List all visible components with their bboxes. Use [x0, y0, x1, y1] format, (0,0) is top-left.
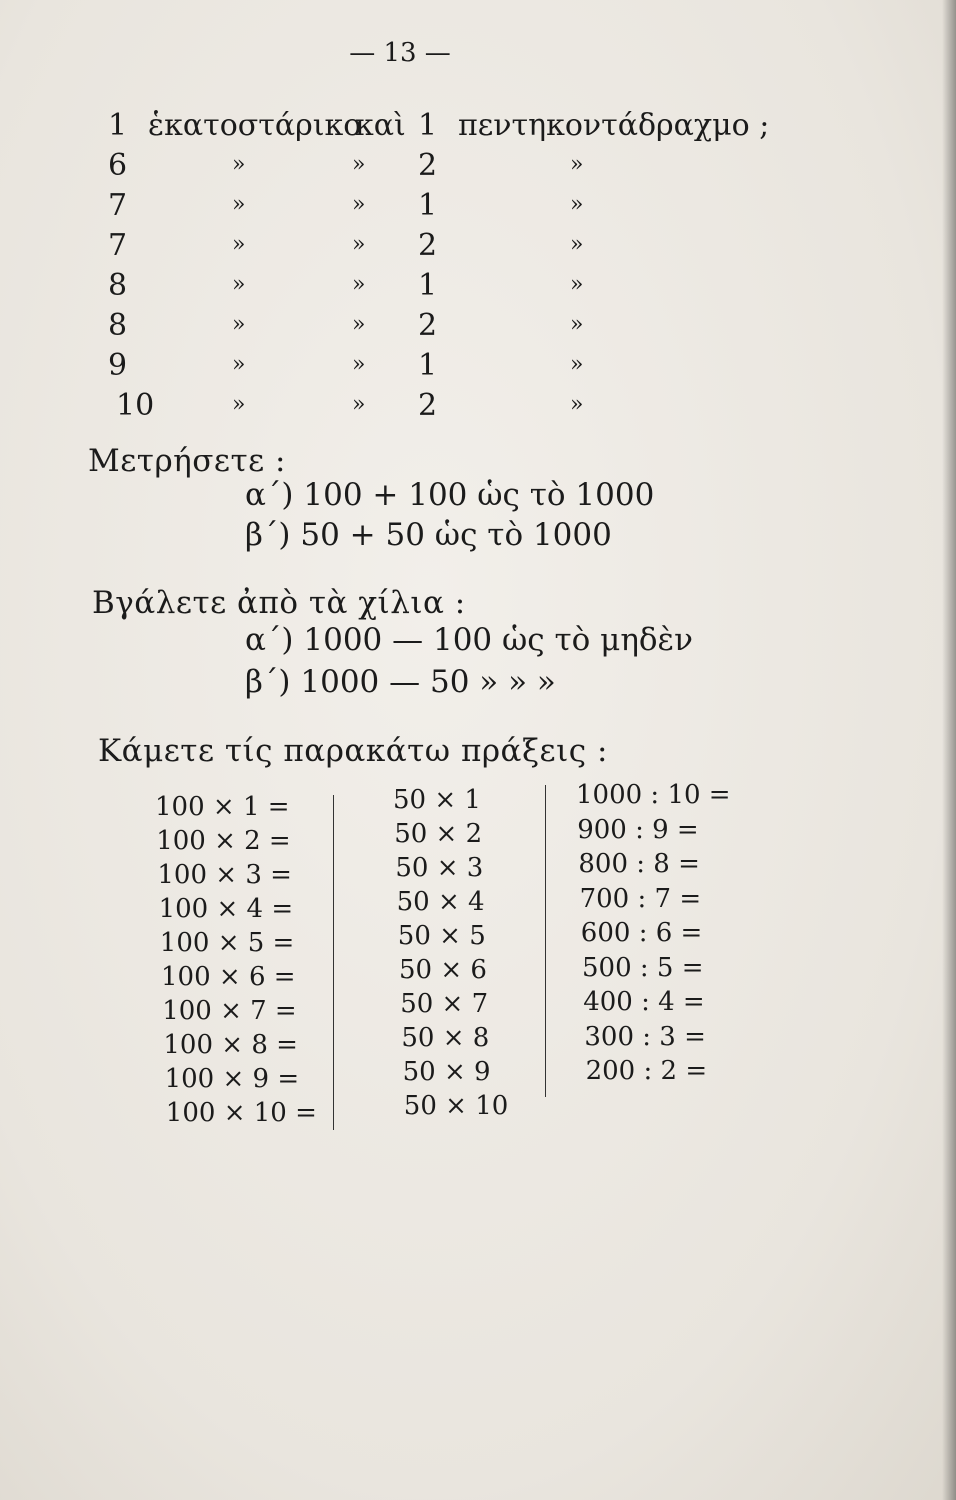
ditto-mark: » [570, 272, 584, 297]
ditto-mark: » [570, 152, 584, 177]
subtract-heading: Βγάλετε ἀπὸ τὰ χίλια : [92, 585, 466, 621]
intro-count: 2 [418, 308, 438, 343]
ditto-mark: » [232, 392, 246, 417]
division-item: 600 : 6 = [580, 918, 703, 948]
multiply-100-item: 100 × 2 = [156, 826, 291, 856]
count-heading: Μετρήσετε : [88, 443, 286, 479]
intro-count: 1 [418, 348, 438, 383]
intro-word-hundred-note: ἑκατοστάρικο [148, 108, 362, 143]
page-number: — 13 — [349, 38, 451, 68]
multiply-50-item: 50 × 8 [401, 1023, 490, 1053]
intro-count: 1 [418, 188, 438, 223]
multiply-100-item: 100 × 4 = [158, 894, 294, 924]
ditto-mark: » [352, 192, 366, 217]
multiply-50-item: 50 × 1 [393, 785, 481, 815]
division-item: 500 : 5 = [582, 952, 704, 983]
multiply-100-item: 100 × 9 = [164, 1064, 300, 1094]
ditto-mark: » [232, 232, 246, 257]
multiply-50-item: 50 × 4 [396, 887, 485, 917]
intro-number: 8 [108, 268, 128, 303]
intro-number: 6 [108, 148, 128, 183]
multiply-50-item: 50 × 7 [400, 989, 489, 1019]
intro-number: 9 [108, 348, 128, 383]
column-divider-2 [545, 785, 546, 1097]
ditto-mark: » [570, 312, 584, 337]
intro-count: 1 [418, 268, 438, 303]
intro-word-fifty-note: πεντηκοντάδραχμο ; [458, 108, 770, 143]
division-item: 200 : 2 = [585, 1056, 708, 1086]
ditto-mark: » [232, 192, 246, 217]
intro-count: 2 [418, 148, 438, 183]
multiply-50-item: 50 × 9 [402, 1057, 491, 1087]
multiply-100-item: 100 × 7 = [162, 996, 297, 1026]
intro-number: 8 [108, 308, 128, 343]
multiply-100-item: 100 × 10 = [165, 1098, 317, 1128]
ditto-mark: » [232, 272, 246, 297]
ditto-mark: » [352, 272, 366, 297]
subtract-item-b: β΄) 1000 — 50 » » » [245, 664, 556, 700]
column-divider-1 [333, 795, 334, 1130]
multiply-100-item: 100 × 3 = [157, 860, 292, 890]
intro-number: 1 [108, 108, 128, 143]
ditto-mark: » [352, 152, 366, 177]
ditto-mark: » [570, 392, 584, 417]
division-item: 300 : 3 = [584, 1021, 706, 1052]
ditto-mark: » [570, 232, 584, 257]
ditto-mark: » [570, 352, 584, 377]
multiply-100-item: 100 × 5 = [159, 928, 295, 958]
intro-count: 1 [418, 108, 438, 143]
ditto-mark: » [232, 152, 246, 177]
division-item: 1000 : 10 = [576, 780, 731, 810]
operations-heading: Κάμετε τίς παρακάτω πράξεις : [98, 733, 608, 769]
multiply-50-item: 50 × 2 [394, 819, 483, 849]
multiply-100-item: 100 × 6 = [161, 962, 296, 992]
ditto-mark: » [352, 312, 366, 337]
multiply-50-item: 50 × 6 [399, 955, 487, 985]
division-item: 800 : 8 = [578, 849, 700, 879]
intro-number: 7 [108, 188, 128, 223]
division-item: 400 : 4 = [583, 987, 705, 1017]
ditto-mark: » [352, 392, 366, 417]
multiply-100-item: 100 × 8 = [163, 1030, 298, 1060]
division-item: 900 : 9 = [577, 814, 699, 845]
intro-number: 10 [116, 388, 155, 423]
intro-number: 7 [108, 228, 128, 263]
ditto-mark: » [232, 352, 246, 377]
ditto-mark: » [232, 312, 246, 337]
ditto-mark: » [352, 352, 366, 377]
multiply-50-item: 50 × 10 [403, 1091, 509, 1121]
intro-word-and: καὶ [355, 108, 406, 143]
ditto-mark: » [570, 192, 584, 217]
count-item-a: α΄) 100 + 100 ὡς τὸ 1000 [245, 477, 655, 513]
count-item-b: β΄) 50 + 50 ὡς τὸ 1000 [245, 517, 612, 553]
ditto-mark: » [352, 232, 366, 257]
multiply-50-item: 50 × 5 [397, 921, 486, 951]
subtract-item-a: α΄) 1000 — 100 ὡς τὸ μηδὲν [245, 622, 694, 658]
intro-count: 2 [418, 228, 438, 263]
multiply-50-item: 50 × 3 [395, 853, 484, 883]
page-edge-shadow [942, 0, 956, 1500]
division-item: 700 : 7 = [579, 883, 702, 914]
intro-count: 2 [418, 388, 438, 423]
multiply-100-item: 100 × 1 = [155, 792, 290, 822]
